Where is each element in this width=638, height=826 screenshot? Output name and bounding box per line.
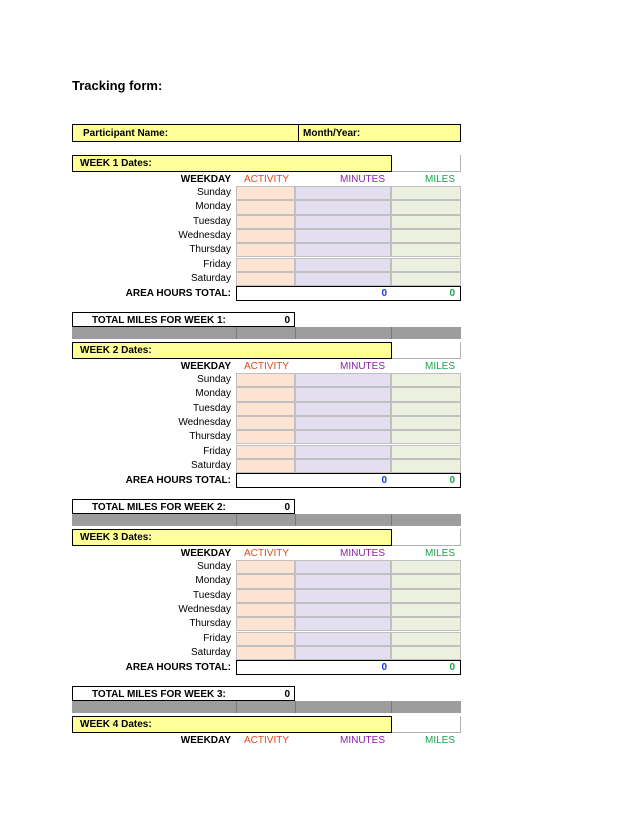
area-hours-total-box (236, 286, 461, 301)
day-row (72, 574, 461, 588)
activity-cell[interactable] (236, 632, 295, 646)
minutes-column-header: MINUTES (340, 361, 385, 372)
day-row (72, 646, 461, 660)
strip-gridline (236, 327, 237, 339)
day-label: Friday (203, 632, 231, 644)
day-row (72, 416, 461, 430)
miles-column-header: MILES (424, 548, 455, 559)
miles-column-header: MILES (424, 361, 455, 372)
day-label: Sunday (197, 374, 231, 385)
miles-cell[interactable] (391, 186, 461, 200)
strip-gridline (391, 327, 392, 339)
activity-cell[interactable] (236, 215, 295, 229)
minutes-cell[interactable] (295, 445, 391, 459)
day-label: Saturday (190, 272, 231, 284)
minutes-cell[interactable] (295, 373, 391, 387)
strip-gridline (295, 327, 296, 339)
activity-cell[interactable] (236, 560, 295, 574)
total-miles-week-value: 0 (284, 502, 290, 514)
section-divider-strip (72, 514, 461, 526)
day-label: Monday (195, 388, 231, 400)
week-dates-field[interactable] (72, 155, 392, 172)
miles-cell[interactable] (391, 617, 461, 631)
miles-cell[interactable] (391, 215, 461, 229)
miles-cell[interactable] (391, 632, 461, 646)
participant-header (72, 124, 461, 142)
day-label: Thursday (189, 431, 231, 443)
strip-gridline (236, 701, 237, 713)
day-label: Wednesday (178, 416, 231, 428)
activity-cell[interactable] (236, 589, 295, 603)
day-label: Thursday (189, 244, 231, 256)
area-hours-total-row (72, 286, 461, 301)
miles-cell[interactable] (391, 373, 461, 387)
day-label: Saturday (190, 646, 231, 658)
minutes-cell[interactable] (295, 632, 391, 646)
activity-cell[interactable] (236, 445, 295, 459)
minutes-cell[interactable] (295, 430, 391, 444)
miles-cell[interactable] (391, 589, 461, 603)
day-label: Friday (203, 258, 231, 270)
area-hours-total-row (72, 473, 461, 488)
miles-cell[interactable] (391, 387, 461, 401)
miles-cell[interactable] (391, 646, 461, 660)
miles-cell[interactable] (391, 229, 461, 243)
form-title: Tracking form: (72, 78, 163, 93)
participant-name-label: Participant Name: (83, 128, 169, 139)
week-dates-field[interactable] (72, 529, 392, 546)
month-year-label: Month/Year: (303, 128, 361, 139)
minutes-cell[interactable] (295, 646, 391, 660)
weekday-column-header: WEEKDAY (180, 735, 231, 746)
activity-column-header: ACTIVITY (244, 735, 290, 746)
total-miles-week-label: TOTAL MILES FOR WEEK 3: (92, 689, 226, 701)
week-dates-spacer (392, 155, 461, 172)
total-miles-week-box (72, 312, 295, 327)
day-row (72, 243, 461, 257)
day-row (72, 200, 461, 214)
total-miles-week-label: TOTAL MILES FOR WEEK 2: (92, 502, 226, 514)
header-divider (298, 125, 299, 141)
area-hours-total-label: AREA HOURS TOTAL: (125, 662, 231, 674)
miles-cell[interactable] (391, 243, 461, 257)
day-row (72, 229, 461, 243)
minutes-cell[interactable] (295, 387, 391, 401)
day-label: Tuesday (193, 215, 231, 227)
activity-cell[interactable] (236, 646, 295, 660)
minutes-column-header: MINUTES (340, 174, 385, 185)
strip-gridline (295, 514, 296, 526)
minutes-cell[interactable] (295, 459, 391, 473)
minutes-column-header: MINUTES (340, 735, 385, 746)
week-dates-spacer (392, 342, 461, 359)
section-divider-strip (72, 701, 461, 713)
minutes-cell[interactable] (295, 560, 391, 574)
week-dates-label: WEEK 3 Dates: (80, 532, 152, 543)
section-divider-strip (72, 327, 461, 339)
column-header-row (72, 172, 461, 186)
activity-cell[interactable] (236, 229, 295, 243)
weekday-column-header: WEEKDAY (180, 548, 231, 559)
miles-cell[interactable] (391, 430, 461, 444)
minutes-total-value: 0 (381, 475, 387, 487)
day-row (72, 215, 461, 229)
activity-cell[interactable] (236, 373, 295, 387)
day-row (72, 373, 461, 387)
week-dates-label: WEEK 1 Dates: (80, 158, 152, 169)
minutes-cell[interactable] (295, 617, 391, 631)
column-header-row (72, 733, 461, 747)
activity-cell[interactable] (236, 459, 295, 473)
day-label: Thursday (189, 618, 231, 630)
day-label: Monday (195, 575, 231, 587)
minutes-cell[interactable] (295, 215, 391, 229)
day-label: Tuesday (193, 589, 231, 601)
day-row (72, 272, 461, 286)
week-dates-spacer (392, 529, 461, 546)
strip-gridline (236, 514, 237, 526)
activity-column-header: ACTIVITY (244, 548, 290, 559)
miles-cell[interactable] (391, 258, 461, 272)
miles-cell[interactable] (391, 459, 461, 473)
miles-cell[interactable] (391, 402, 461, 416)
activity-cell[interactable] (236, 243, 295, 257)
area-hours-total-box (236, 660, 461, 675)
miles-total-value: 0 (449, 662, 455, 674)
total-miles-week-box (72, 499, 295, 514)
weekday-column-header: WEEKDAY (180, 174, 231, 185)
area-hours-total-row (72, 660, 461, 675)
miles-cell[interactable] (391, 603, 461, 617)
miles-total-value: 0 (449, 475, 455, 487)
day-row (72, 632, 461, 646)
area-hours-total-label: AREA HOURS TOTAL: (125, 288, 231, 300)
activity-column-header: ACTIVITY (244, 174, 290, 185)
day-row (72, 402, 461, 416)
day-label: Wednesday (178, 229, 231, 241)
day-row (72, 445, 461, 459)
strip-gridline (391, 514, 392, 526)
day-label: Sunday (197, 187, 231, 198)
activity-cell[interactable] (236, 416, 295, 430)
activity-cell[interactable] (236, 430, 295, 444)
column-header-row (72, 546, 461, 560)
minutes-cell[interactable] (295, 229, 391, 243)
day-row (72, 560, 461, 574)
minutes-cell[interactable] (295, 186, 391, 200)
day-row (72, 589, 461, 603)
day-row (72, 387, 461, 401)
miles-cell[interactable] (391, 416, 461, 430)
week-dates-spacer (392, 716, 461, 733)
minutes-cell[interactable] (295, 574, 391, 588)
day-label: Sunday (197, 561, 231, 572)
minutes-cell[interactable] (295, 200, 391, 214)
area-hours-total-label: AREA HOURS TOTAL: (125, 475, 231, 487)
minutes-total-value: 0 (381, 662, 387, 674)
day-row (72, 258, 461, 272)
week-dates-label: WEEK 4 Dates: (80, 719, 152, 730)
day-row (72, 430, 461, 444)
miles-cell[interactable] (391, 200, 461, 214)
day-row (72, 186, 461, 200)
activity-cell[interactable] (236, 200, 295, 214)
week-dates-label: WEEK 2 Dates: (80, 345, 152, 356)
day-row (72, 459, 461, 473)
miles-column-header: MILES (424, 735, 455, 746)
activity-column-header: ACTIVITY (244, 361, 290, 372)
activity-cell[interactable] (236, 186, 295, 200)
total-miles-week-box (72, 686, 295, 701)
activity-cell[interactable] (236, 272, 295, 286)
day-label: Tuesday (193, 402, 231, 414)
miles-cell[interactable] (391, 574, 461, 588)
day-label: Saturday (190, 459, 231, 471)
miles-total-value: 0 (449, 288, 455, 300)
activity-cell[interactable] (236, 617, 295, 631)
miles-cell[interactable] (391, 445, 461, 459)
day-label: Friday (203, 445, 231, 457)
activity-cell[interactable] (236, 574, 295, 588)
miles-cell[interactable] (391, 560, 461, 574)
week-dates-field[interactable] (72, 342, 392, 359)
minutes-cell[interactable] (295, 416, 391, 430)
day-row (72, 603, 461, 617)
activity-cell[interactable] (236, 258, 295, 272)
minutes-cell[interactable] (295, 243, 391, 257)
minutes-cell[interactable] (295, 272, 391, 286)
minutes-cell[interactable] (295, 402, 391, 416)
column-header-row (72, 359, 461, 373)
week-dates-field[interactable] (72, 716, 392, 733)
activity-cell[interactable] (236, 387, 295, 401)
day-row (72, 617, 461, 631)
total-miles-week-value: 0 (284, 689, 290, 701)
strip-gridline (391, 701, 392, 713)
minutes-cell[interactable] (295, 589, 391, 603)
activity-cell[interactable] (236, 402, 295, 416)
activity-cell[interactable] (236, 603, 295, 617)
area-hours-total-box (236, 473, 461, 488)
minutes-total-value: 0 (381, 288, 387, 300)
minutes-cell[interactable] (295, 603, 391, 617)
minutes-column-header: MINUTES (340, 548, 385, 559)
day-label: Monday (195, 201, 231, 213)
strip-gridline (295, 701, 296, 713)
day-label: Wednesday (178, 603, 231, 615)
total-miles-week-value: 0 (284, 315, 290, 327)
weekday-column-header: WEEKDAY (180, 361, 231, 372)
minutes-cell[interactable] (295, 258, 391, 272)
miles-column-header: MILES (424, 174, 455, 185)
miles-cell[interactable] (391, 272, 461, 286)
total-miles-week-label: TOTAL MILES FOR WEEK 1: (92, 315, 226, 327)
